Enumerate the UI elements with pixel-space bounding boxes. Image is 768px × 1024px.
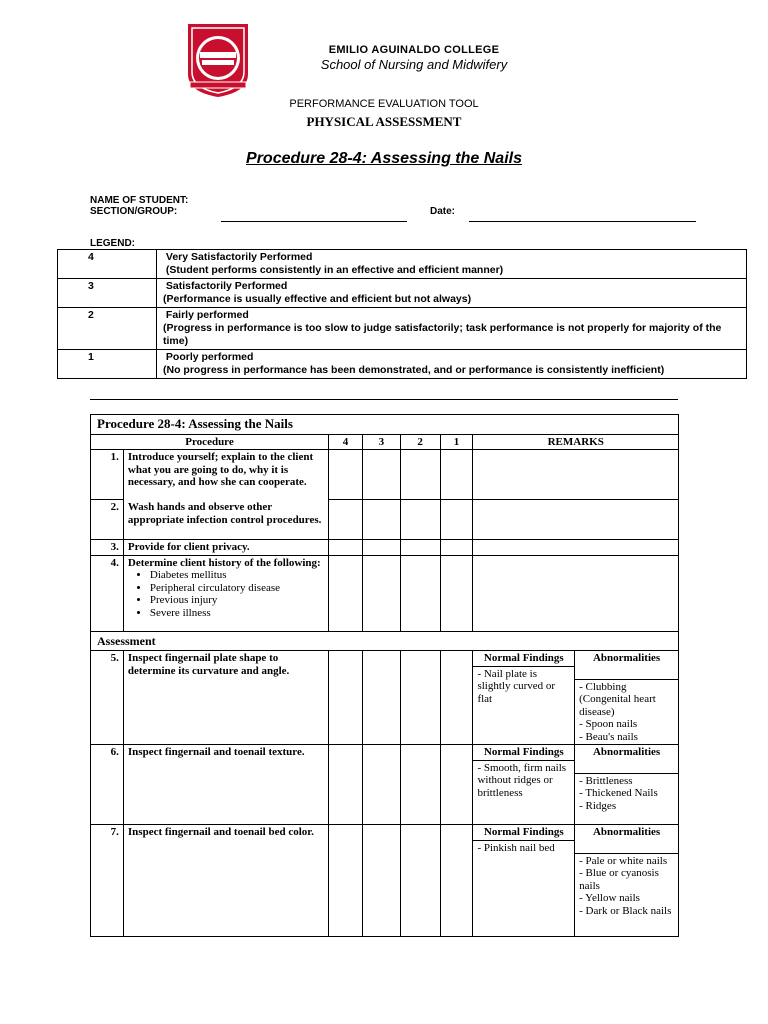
college-name: EMILIO AGUINALDO COLLEGE — [328, 44, 500, 56]
abnormalities: - Pale or white nails - Blue or cyanosis nails - Yellow nails - Dark or Black nails — [579, 854, 672, 917]
remarks-cell[interactable] — [473, 450, 679, 500]
legend-desc: (Student performs consistently in an effective and efficient manner) — [165, 264, 504, 276]
legend-row — [58, 250, 747, 279]
normal-findings-header: Normal Findings — [473, 825, 574, 841]
normal-findings: - Pinkish nail bed — [477, 841, 555, 854]
header-2: 2 — [400, 434, 440, 450]
score-cell[interactable] — [400, 745, 440, 825]
normal-findings-header: Normal Findings — [473, 745, 574, 761]
table-row: 6. Inspect fingernail and toenail texture. Normal Findings - Smooth, firm nails without ridges or brittleness Abnormalities - Brittleness - Thickened Nails - Ridges — [91, 745, 679, 825]
score-cell[interactable] — [362, 555, 400, 631]
legend-num: 2 — [58, 308, 157, 350]
score-cell[interactable] — [362, 745, 400, 825]
score-cell[interactable] — [362, 651, 400, 745]
score-cell[interactable] — [440, 651, 473, 745]
name-label: NAME OF STUDENT: — [90, 195, 189, 206]
table-caption: Procedure 28-4: Assessing the Nails — [91, 415, 679, 435]
remarks-cell[interactable] — [473, 555, 679, 631]
score-cell[interactable] — [440, 540, 473, 556]
legend-title: Poorly performed — [165, 351, 254, 363]
legend-row — [58, 279, 747, 308]
score-cell[interactable] — [329, 651, 363, 745]
legend-title: Fairly performed — [165, 309, 249, 321]
table-row: 7. Inspect fingernail and toenail bed color. Normal Findings - Pinkish nail bed Abnormalities - Pale or white nails - Blue or cyanosis nails - Yellow nails - Dark or Black nails — [91, 825, 679, 937]
step-text: Inspect fingernail and toenail bed color. — [123, 825, 328, 937]
legend-row — [58, 308, 747, 350]
procedure-title: Procedure 28-4: Assessing the Nails — [246, 150, 522, 167]
header-4: 4 — [329, 434, 363, 450]
score-cell[interactable] — [440, 555, 473, 631]
legend-num: 1 — [58, 350, 157, 379]
header-1: 1 — [440, 434, 473, 450]
step-text: Inspect fingernail plate shape to determine its curvature and angle. — [123, 651, 328, 745]
legend-num: 4 — [58, 250, 157, 279]
legend-num: 3 — [58, 279, 157, 308]
table-row: 4. Determine client history of the following: • Diabetes mellitus • Peripheral circulatory disease • Previous injury • Severe illness — [91, 555, 679, 631]
table-header — [91, 434, 679, 450]
table-row: 2. — [91, 500, 679, 540]
procedure-table — [90, 414, 679, 937]
table-row: 1. Introduce yourself; explain to the client what you are going to do, why it is necessary, and how she can cooperate. Wash hands and observe other appropriate infection control procedures. — [91, 450, 679, 500]
score-cell[interactable] — [362, 500, 400, 540]
score-cell[interactable] — [400, 500, 440, 540]
step-text: Introduce yourself; explain to the client what you are going to do, why it is necessary, and how she can cooperate. — [127, 451, 314, 488]
table-row: 5. Inspect fingernail plate shape to determine its curvature and angle. Normal Findings - Nail plate is slightly curved or flat Abnormalities - Clubbing (Congenital heart disease) - Spoon nails - Beau's nails — [91, 651, 679, 745]
divider — [90, 399, 678, 400]
normal-findings: - Nail plate is slightly curved or flat — [477, 667, 556, 705]
score-cell[interactable] — [329, 450, 363, 500]
section-field[interactable] — [221, 221, 407, 222]
legend-table — [57, 249, 747, 379]
score-cell[interactable] — [329, 825, 363, 937]
remarks-cell[interactable] — [473, 540, 679, 556]
header-3: 3 — [362, 434, 400, 450]
legend-title: Satisfactorily Performed — [165, 280, 288, 292]
history-list — [128, 569, 324, 619]
score-cell[interactable] — [329, 555, 363, 631]
step-text: Wash hands and observe other appropriate infection control procedures. — [127, 501, 322, 526]
abnormalities: - Clubbing (Congenital heart disease) - Spoon nails - Beau's nails — [579, 680, 656, 743]
header-remarks: REMARKS — [473, 434, 679, 450]
subject-title: PHYSICAL ASSESSMENT — [306, 114, 462, 129]
remarks-cell[interactable] — [473, 500, 679, 540]
score-cell[interactable] — [440, 500, 473, 540]
abnormalities-header: Abnormalities — [575, 745, 678, 774]
score-cell[interactable] — [400, 555, 440, 631]
step-text: Provide for client privacy. — [123, 540, 328, 556]
score-cell[interactable] — [400, 825, 440, 937]
school-name: School of Nursing and Midwifery — [320, 57, 508, 72]
score-cell[interactable] — [362, 825, 400, 937]
score-cell[interactable] — [440, 825, 473, 937]
section-label: SECTION/GROUP: — [90, 206, 178, 217]
score-cell[interactable] — [362, 450, 400, 500]
legend-desc: (Progress in performance is too slow to judge satisfactorily; task performance is not properly for majority of the time) — [163, 322, 722, 347]
date-field[interactable] — [469, 221, 696, 222]
table-row: 3. Provide for client privacy. — [91, 540, 679, 556]
list-item: • Severe illness — [150, 607, 324, 620]
legend-label: LEGEND: — [90, 238, 135, 249]
score-cell[interactable] — [400, 450, 440, 500]
tool-title: PERFORMANCE EVALUATION TOOL — [289, 98, 479, 110]
score-cell[interactable] — [400, 651, 440, 745]
list-item: • Previous injury — [150, 594, 324, 607]
normal-findings-header: Normal Findings — [473, 651, 574, 667]
abnormalities-header: Abnormalities — [575, 825, 678, 854]
date-label: Date: — [430, 206, 456, 217]
step-text: Inspect fingernail and toenail texture. — [123, 745, 328, 825]
header-procedure: Procedure — [91, 434, 329, 450]
list-item: • Diabetes mellitus — [150, 569, 324, 582]
legend-desc: (Performance is usually effective and efficient but not always) — [163, 293, 472, 305]
score-cell[interactable] — [329, 745, 363, 825]
list-item: • Peripheral circulatory disease — [150, 582, 324, 595]
legend-row — [58, 350, 747, 379]
legend-title: Very Satisfactorily Performed — [165, 251, 313, 263]
abnormalities-header: Abnormalities — [575, 651, 678, 680]
abnormalities: - Brittleness - Thickened Nails - Ridges — [579, 774, 658, 812]
score-cell[interactable] — [362, 540, 400, 556]
step-text: Determine client history of the following: — [127, 556, 321, 569]
score-cell[interactable] — [440, 745, 473, 825]
score-cell[interactable] — [440, 450, 473, 500]
section-assessment: Assessment — [91, 631, 679, 651]
score-cell[interactable] — [329, 540, 363, 556]
normal-findings: - Smooth, firm nails without ridges or brittleness — [477, 761, 567, 799]
score-cell[interactable] — [329, 500, 363, 540]
score-cell[interactable] — [400, 540, 440, 556]
legend-desc: (No progress in performance has been demonstrated, and or performance is consistently inefficient) — [163, 364, 665, 376]
